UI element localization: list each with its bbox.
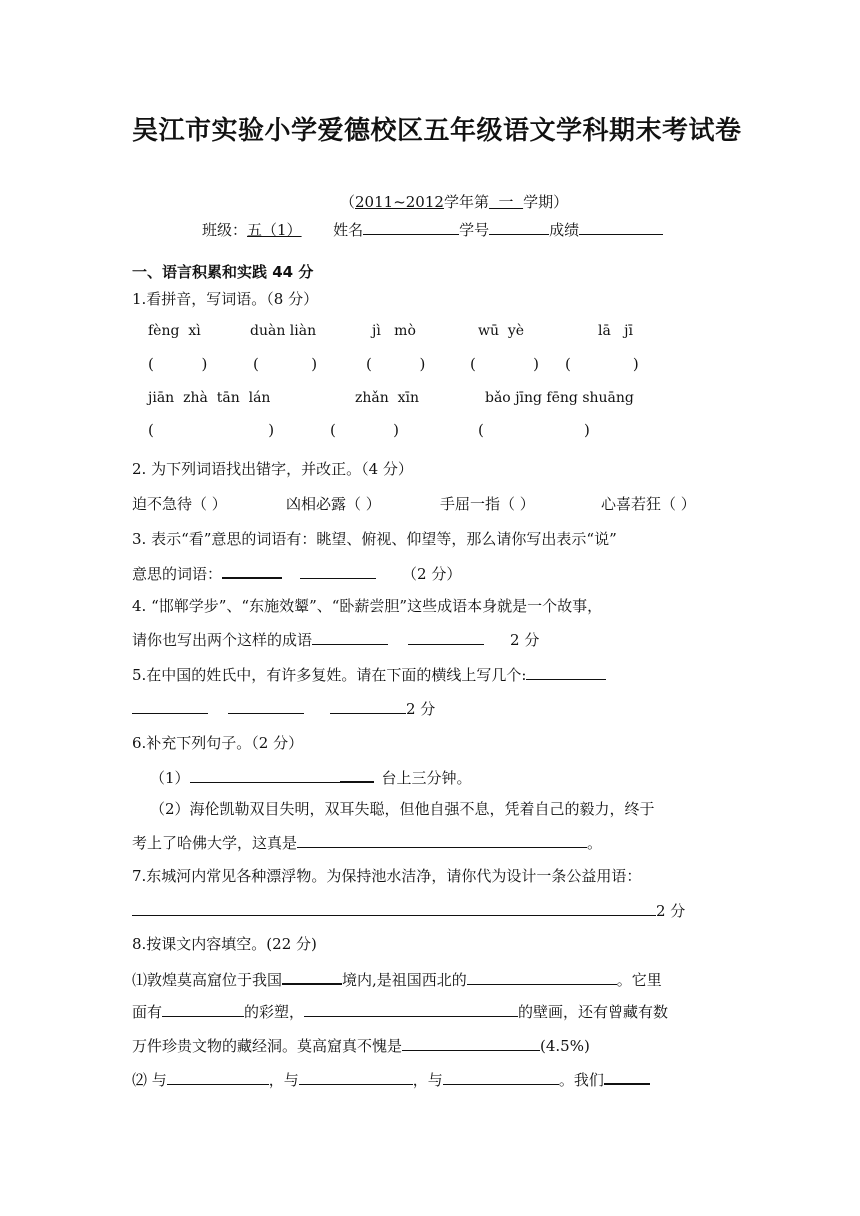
q8-blank-6[interactable] xyxy=(167,1069,269,1085)
q8-blank-4[interactable] xyxy=(304,1001,518,1017)
q5-blank-3[interactable] xyxy=(228,698,304,714)
q8-line-2: 面有 的彩塑， 的壁画，还有曾藏有数 xyxy=(132,1003,669,1021)
question-6: 6.补充下列句子。（2 分） xyxy=(132,734,304,752)
class-label: 班级： xyxy=(202,221,248,239)
question-1: 1.看拼音，写词语。（8 分） xyxy=(132,290,319,308)
pinyin-2: duàn liàn xyxy=(250,323,317,339)
class-value: 五（1） xyxy=(247,221,302,239)
student-id-field[interactable] xyxy=(489,219,549,235)
question-4: 4. “邯郸学步”、“东施效颦”、“卧薪尝胆”这些成语本身就是一个故事， xyxy=(132,597,603,615)
answer-box-7[interactable]: ( ) xyxy=(330,421,399,439)
pinyin-1: fèng xì xyxy=(148,323,201,339)
pinyin-6: jiān zhà tān lán xyxy=(148,390,271,406)
pinyin-4: wū yè xyxy=(478,323,525,339)
student-info-line xyxy=(202,219,663,240)
question-4-line2: 请你也写出两个这样的成语 2 分 xyxy=(132,631,540,649)
q5-blank-4[interactable] xyxy=(330,698,406,714)
score-label: 成绩 xyxy=(549,221,580,239)
question-5-line2: 2 分 xyxy=(132,698,435,719)
q6-sentence-1: （1） 台上三分钟。 xyxy=(150,766,472,788)
name-label: 姓名 xyxy=(333,221,364,239)
pinyin-3: jì mò xyxy=(372,323,416,339)
question-3: 3. 表示“看”意思的词语有：眺望、俯视、仰望等，那么请你写出表示“说” xyxy=(132,530,617,548)
question-3-line2: 意思的词语： （2 分） xyxy=(132,562,461,584)
q3-blank-2[interactable] xyxy=(300,563,376,579)
q8-blank-5[interactable] xyxy=(402,1035,540,1051)
q4-blank-2[interactable] xyxy=(408,629,484,645)
q8-line-3: 万件珍贵文物的藏经洞。莫高窟真不愧是 (4.5%) xyxy=(132,1037,590,1055)
q2-item-1: 迫不急待（ ） xyxy=(132,495,227,513)
id-label: 学号 xyxy=(459,221,490,239)
answer-box-1[interactable]: ( ) xyxy=(148,355,208,373)
q8-blank-8[interactable] xyxy=(443,1069,559,1085)
answer-box-5[interactable]: ( ) xyxy=(565,355,639,373)
section-heading: 一、语言积累和实践 44 分 xyxy=(132,263,314,281)
q6-sentence-2-cont: 考上了哈佛大学，这真是 。 xyxy=(132,834,603,852)
name-field[interactable] xyxy=(363,219,459,235)
q5-blank-2[interactable] xyxy=(132,698,208,714)
q8-line-1: ⑴敦煌莫高窟位于我国 境内,是祖国西北的 。它里 xyxy=(132,968,662,990)
q2-item-2: 凶相必露（ ） xyxy=(286,495,381,513)
score-field[interactable] xyxy=(579,219,663,235)
page-title: 吴江市实验小学爱德校区五年级语文学科期末考试卷 xyxy=(132,116,742,146)
answer-box-6[interactable]: ( ) xyxy=(148,421,275,439)
pinyin-5: lā jī xyxy=(598,323,633,339)
answer-box-2[interactable]: ( ) xyxy=(253,355,318,373)
q8-blank-2[interactable] xyxy=(467,969,617,985)
q8-blank-1[interactable] xyxy=(282,968,342,985)
q8-line-4: ⑵ 与 ，与 ，与 。我们 xyxy=(132,1068,650,1090)
q8-blank-3[interactable] xyxy=(162,1001,244,1017)
q5-blank-1[interactable] xyxy=(526,664,606,680)
question-7: 7.东城河内常见各种漂浮物。为保持池水洁净，请你代为设计一条公益用语： xyxy=(132,867,642,885)
answer-box-4[interactable]: ( ) xyxy=(470,355,539,373)
q8-blank-7[interactable] xyxy=(299,1069,413,1085)
answer-box-8[interactable]: ( ) xyxy=(478,421,590,439)
q6-blank-1b[interactable] xyxy=(340,766,374,783)
q6-blank-1a[interactable] xyxy=(190,767,340,783)
q2-item-4: 心喜若狂（ ） xyxy=(601,495,696,513)
q8-blank-9[interactable] xyxy=(604,1068,650,1085)
pinyin-8: bǎo jīng fēng shuāng xyxy=(485,390,634,406)
question-2: 2. 为下列词语找出错字，并改正。（4 分） xyxy=(132,460,413,478)
question-7-line2: 2 分 xyxy=(132,900,685,921)
pinyin-7: zhǎn xīn xyxy=(355,390,420,406)
question-8: 8.按课文内容填空。(22 分) xyxy=(132,935,317,953)
q2-item-3: 手屈一指（ ） xyxy=(440,495,535,513)
q7-answer-line[interactable] xyxy=(132,900,656,916)
answer-box-3[interactable]: ( ) xyxy=(366,355,426,373)
q6-sentence-2: （2）海伦凯勒双目失明，双耳失聪，但他自强不息，凭着自己的毅力，终于 xyxy=(150,800,655,818)
school-year-line: （2011~2012学年第 一 学期） xyxy=(340,193,569,211)
q3-blank-1[interactable] xyxy=(222,562,282,579)
school-years: 2011~2012 xyxy=(355,193,444,211)
q6-blank-2[interactable] xyxy=(297,832,587,848)
term-number: 一 xyxy=(498,193,514,211)
question-5: 5.在中国的姓氏中，有许多复姓。请在下面的横线上写几个: xyxy=(132,664,606,685)
q4-blank-1[interactable] xyxy=(312,629,388,645)
